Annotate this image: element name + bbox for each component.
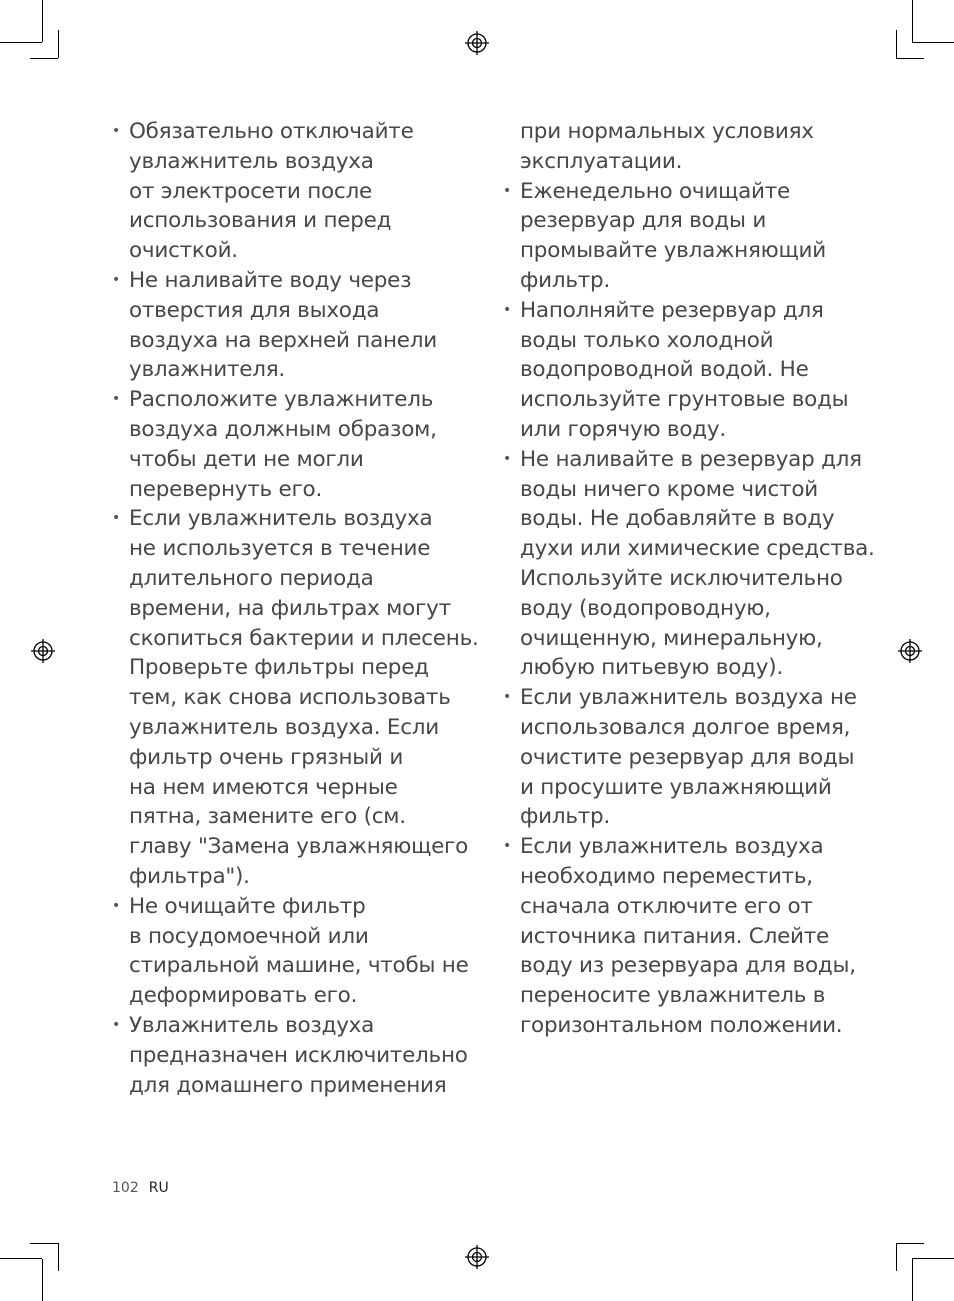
- right-column: [503, 117, 875, 1041]
- text-line: перевернуть его.: [129, 476, 323, 502]
- crop-mark: [912, 42, 954, 43]
- bullet-icon: •: [112, 1016, 121, 1033]
- text-line: фильтра").: [129, 863, 250, 889]
- text-line: промывайте увлажняющий: [520, 238, 826, 264]
- text-line: главу "Замена увлажняющего: [129, 834, 469, 860]
- text-line: времени, на фильтрах могут: [129, 595, 451, 621]
- text-line: увлажнителя.: [129, 357, 285, 383]
- text-line: Если увлажнитель воздуха: [129, 506, 433, 532]
- text-line: Если увлажнитель воздуха не: [520, 685, 857, 711]
- text-line: сначала отключите его от: [520, 893, 813, 919]
- text-line: Используйте исключительно: [520, 565, 843, 591]
- text-line: эксплуатации.: [520, 148, 683, 174]
- text-line: воды. Не добавляйте в воду: [520, 506, 835, 532]
- text-line: Проверьте фильтры перед: [129, 655, 429, 681]
- text-line: используйте грунтовые воды: [520, 387, 849, 413]
- text-line: Не наливайте воду через: [129, 267, 412, 293]
- bullet-icon: •: [503, 450, 512, 467]
- text-line: фильтр.: [520, 804, 611, 830]
- registration-mark-icon: [465, 31, 489, 55]
- text-line: не используется в течение: [129, 536, 431, 562]
- text-line: воду (водопроводную,: [520, 595, 771, 621]
- text-line: источника питания. Слейте: [520, 923, 830, 949]
- list-item: [112, 385, 452, 504]
- bullet-icon: •: [112, 123, 121, 139]
- bullet-icon: •: [503, 182, 512, 199]
- crop-mark: [58, 30, 59, 58]
- page-number: 102: [112, 1180, 139, 1196]
- list-item: [503, 683, 857, 832]
- crop-mark: [896, 58, 924, 59]
- crop-mark: [58, 1243, 59, 1271]
- text-line: на нем имеются черные: [129, 774, 398, 800]
- text-line: стиральной машине, чтобы не: [129, 953, 469, 979]
- text-line: или горячую воду.: [520, 416, 726, 442]
- text-line: деформировать его.: [129, 983, 358, 1009]
- text-line: любую питьевую воду).: [520, 655, 783, 681]
- left-column: [112, 117, 479, 1100]
- text-line: воздуха на верхней панели: [129, 327, 437, 353]
- bullet-icon: •: [112, 391, 121, 408]
- registration-mark-icon: [465, 1245, 489, 1269]
- text-line: длительного периода: [129, 565, 374, 591]
- crop-mark: [0, 1258, 42, 1259]
- text-line: водопроводной водой. Не: [520, 357, 809, 383]
- text-line: горизонтальном положении.: [520, 1012, 843, 1038]
- text-line: использования и перед: [129, 208, 392, 234]
- text-line: Не очищайте фильтр: [129, 893, 366, 919]
- language-code: RU: [148, 1180, 169, 1196]
- crop-mark: [42, 1259, 43, 1301]
- text-line: Увлажнитель воздуха: [129, 1012, 375, 1038]
- list-item: [503, 832, 856, 1041]
- text-line: увлажнитель воздуха. Если: [129, 714, 439, 740]
- bullet-icon: •: [112, 897, 121, 914]
- text-line: в посудомоечной или: [129, 923, 369, 949]
- crop-mark: [42, 0, 43, 42]
- text-line: необходимо переместить,: [520, 863, 813, 889]
- bullet-icon: •: [503, 301, 512, 318]
- text-line: резервуар для воды и: [520, 208, 767, 234]
- text-line: от электросети после: [129, 178, 372, 204]
- text-line: чтобы дети не могли: [129, 446, 364, 472]
- text-line: Если увлажнитель воздуха: [520, 834, 824, 860]
- text-line: воды ничего кроме чистой: [520, 476, 818, 502]
- crop-mark: [896, 1243, 924, 1244]
- list-item: [112, 504, 479, 891]
- crop-mark: [0, 42, 42, 43]
- text-line: очисткой.: [129, 238, 238, 264]
- page-footer: [112, 1180, 169, 1196]
- text-line: Расположите увлажнитель: [129, 387, 434, 413]
- crop-mark: [912, 1258, 954, 1259]
- bullet-icon: •: [112, 510, 121, 527]
- text-line: Не наливайте в резервуар для: [520, 446, 862, 472]
- text-line: увлажнитель воздуха: [129, 148, 374, 174]
- crop-mark: [30, 1243, 58, 1244]
- text-line: переносите увлажнитель в: [520, 983, 826, 1009]
- bullet-icon: •: [503, 838, 512, 855]
- text-line: воздуха должным образом,: [129, 416, 437, 442]
- left-bullet-list: [112, 117, 479, 1100]
- bullet-icon: •: [112, 271, 121, 288]
- text-line: духи или химические средства.: [520, 536, 875, 562]
- text-line: тем, как снова использовать: [129, 685, 451, 711]
- crop-mark: [896, 1243, 897, 1271]
- text-line: фильтр.: [520, 267, 611, 293]
- list-item: [503, 177, 848, 296]
- list-item: [503, 296, 848, 445]
- crop-mark: [912, 0, 913, 42]
- text-line: Наполняйте резервуар для: [520, 297, 824, 323]
- list-item: [112, 892, 469, 1011]
- text-line: и просушите увлажняющий: [520, 774, 832, 800]
- text-line: отверстия для выхода: [129, 297, 380, 323]
- list-item: [503, 445, 875, 683]
- text-line: Еженедельно очищайте: [520, 178, 790, 204]
- text-line: для домашнего применения: [129, 1072, 447, 1098]
- text-line: при нормальных условиях: [520, 119, 814, 144]
- text-line: воду из резервуара для воды,: [520, 953, 856, 979]
- list-item: [112, 117, 452, 266]
- list-item: [112, 266, 452, 385]
- list-item: [112, 1011, 468, 1100]
- crop-mark: [896, 30, 897, 58]
- text-line: Обязательно отключайте: [129, 119, 414, 144]
- text-line: скопиться бактерии и плесень.: [129, 625, 479, 651]
- registration-mark-icon: [898, 639, 922, 663]
- crop-mark: [30, 58, 58, 59]
- bullet-icon: •: [503, 689, 512, 706]
- continued-text: [503, 117, 848, 177]
- text-line: предназначен исключительно: [129, 1042, 468, 1068]
- text-line: использовался долгое время,: [520, 714, 851, 740]
- crop-mark: [912, 1259, 913, 1301]
- text-line: воды только холодной: [520, 327, 774, 353]
- text-line: очищенную, минеральную,: [520, 625, 823, 651]
- right-bullet-list: [503, 177, 875, 1041]
- text-line: пятна, замените его (см.: [129, 804, 406, 830]
- text-line: очистите резервуар для воды: [520, 744, 855, 770]
- registration-mark-icon: [31, 639, 55, 663]
- text-line: фильтр очень грязный и: [129, 744, 404, 770]
